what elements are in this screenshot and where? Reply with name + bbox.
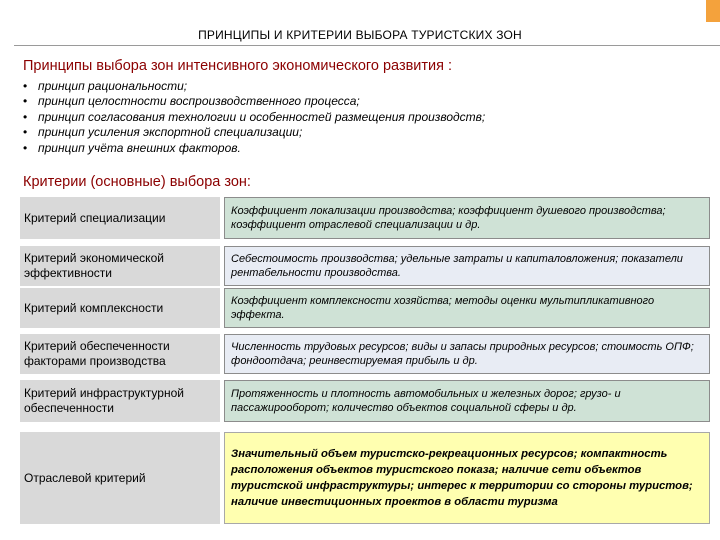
principle-item: • принцип усиления экспортной специализации; — [23, 125, 485, 140]
criterion-indicators-highlighted: Значительный объем туристско-рекреационных ресурсов; компактность расположения объектов туристского показа; наличие сети объектов туристской инфраструктуры; интерес к территории со стороны туристов; наличие инвестиционных проектов в области туризма — [224, 432, 710, 524]
criterion-row-complexity — [20, 288, 710, 328]
title-divider — [14, 45, 720, 46]
criterion-row-infrastructure — [20, 380, 710, 422]
principle-item: • принцип целостности воспроизводственного процесса; — [23, 94, 485, 109]
criterion-indicators: Протяженность и плотность автомобильных и железных дорог; грузо- и пассажирооборот; количество объектов социальной сферы и др. — [224, 380, 710, 422]
criterion-name: Критерий обеспеченности факторами производства — [20, 334, 220, 374]
slide-title: ПРИНЦИПЫ И КРИТЕРИИ ВЫБОРА ТУРИСТСКИХ ЗОН — [198, 28, 522, 42]
criterion-row-specialization — [20, 197, 710, 239]
principle-item: • принцип рациональности; — [23, 79, 485, 94]
criterion-name: Критерий экономической эффективности — [20, 246, 220, 286]
criterion-indicators: Коэффициент комплексности хозяйства; методы оценки мультипликативного эффекта. — [224, 288, 710, 328]
criterion-name: Критерий комплексности — [20, 288, 220, 328]
criterion-name: Критерий специализации — [20, 197, 220, 239]
criterion-name: Критерий инфраструктурной обеспеченности — [20, 380, 220, 422]
criteria-heading: Критерии (основные) выбора зон: — [23, 174, 251, 190]
criterion-indicators: Себестоимость производства; удельные затраты и капиталовложения; показатели рентабельности производства. — [224, 246, 710, 286]
criterion-indicators: Коэффициент локализации производства; коэффициент душевого производства; коэффициент отраслевой специализации и др. — [224, 197, 710, 239]
principle-item: • принцип учёта внешних факторов. — [23, 141, 485, 156]
criterion-row-efficiency — [20, 246, 710, 286]
criterion-row-sectoral — [20, 432, 710, 524]
principles-heading: Принципы выбора зон интенсивного экономического развития : — [23, 58, 453, 74]
principles-list — [23, 79, 485, 156]
criterion-row-factors — [20, 334, 710, 374]
criterion-indicators: Численность трудовых ресурсов; виды и запасы природных ресурсов; стоимость ОПФ; фондоотдача; реинвестируемая прибыль и др. — [224, 334, 710, 374]
principle-item: • принцип согласования технологии и особенностей размещения производств; — [23, 110, 485, 125]
criterion-name: Отраслевой критерий — [20, 432, 220, 524]
corner-accent — [706, 0, 720, 22]
